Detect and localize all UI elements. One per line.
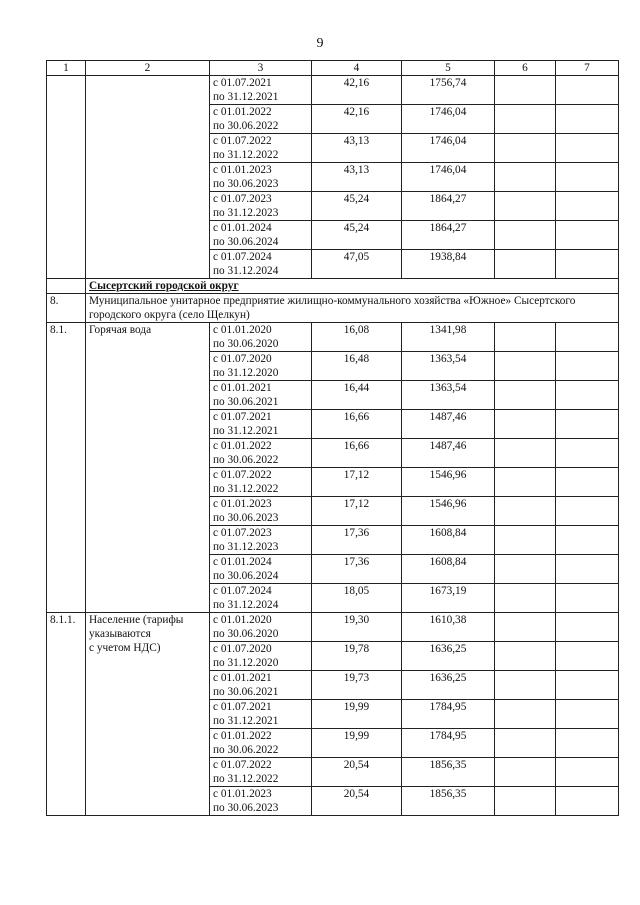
value-col-6 [495,700,556,729]
value-col-5: 1636,25 [402,642,495,671]
value-col-4: 18,05 [312,584,402,613]
value-col-6 [495,250,556,279]
value-col-4: 20,54 [312,787,402,816]
row-number: 8.1.1. [47,613,86,816]
value-col-4: 42,16 [312,76,402,105]
value-col-5: 1784,95 [402,700,495,729]
value-col-6 [495,410,556,439]
value-col-4: 45,24 [312,221,402,250]
value-col-5: 1746,04 [402,134,495,163]
value-col-6 [495,105,556,134]
period-cell: с 01.01.2020 по 30.06.2020 [210,323,312,352]
value-col-7 [556,352,619,381]
period-cell: с 01.07.2022 по 31.12.2022 [210,134,312,163]
header-col-5: 5 [402,61,495,76]
value-col-7 [556,439,619,468]
value-col-4: 17,36 [312,526,402,555]
header-col-6: 6 [495,61,556,76]
header-col-3: 3 [210,61,312,76]
page-number: 9 [316,36,324,51]
section-number-cell [47,279,86,294]
value-col-6 [495,497,556,526]
value-col-7 [556,671,619,700]
period-cell: с 01.01.2024 по 30.06.2024 [210,221,312,250]
period-cell: с 01.01.2020 по 30.06.2020 [210,613,312,642]
value-col-4: 42,16 [312,105,402,134]
value-col-7 [556,729,619,758]
period-cell: с 01.07.2021 по 31.12.2021 [210,76,312,105]
row-number: 8.1. [47,323,86,613]
value-col-5: 1784,95 [402,729,495,758]
row-label: Горячая вода [86,323,210,613]
value-col-7 [556,787,619,816]
value-col-4: 19,99 [312,700,402,729]
value-col-7 [556,555,619,584]
value-col-7 [556,323,619,352]
value-col-7 [556,700,619,729]
value-col-5: 1756,74 [402,76,495,105]
period-cell: с 01.07.2022 по 31.12.2022 [210,468,312,497]
value-col-4: 43,13 [312,134,402,163]
period-cell: с 01.07.2020 по 31.12.2020 [210,352,312,381]
value-col-7 [556,192,619,221]
value-col-4: 19,73 [312,671,402,700]
value-col-5: 1341,98 [402,323,495,352]
period-cell: с 01.07.2024 по 31.12.2024 [210,584,312,613]
period-cell: с 01.01.2023 по 30.06.2023 [210,497,312,526]
value-col-6 [495,134,556,163]
value-col-6 [495,758,556,787]
value-col-6 [495,468,556,497]
section-row [47,279,619,294]
period-cell: с 01.07.2023 по 31.12.2023 [210,526,312,555]
value-col-7 [556,613,619,642]
value-col-5: 1864,27 [402,221,495,250]
value-col-5: 1608,84 [402,526,495,555]
value-col-6 [495,76,556,105]
org-number: 8. [47,294,86,323]
value-col-7 [556,105,619,134]
value-col-4: 20,54 [312,758,402,787]
value-col-4: 16,44 [312,381,402,410]
value-col-5: 1864,27 [402,192,495,221]
value-col-6 [495,613,556,642]
value-col-4: 16,48 [312,352,402,381]
value-col-6 [495,221,556,250]
value-col-6 [495,642,556,671]
value-col-6 [495,671,556,700]
org-name: Муниципальное унитарное предприятие жилищно-коммунального хозяйства «Южное» Сысертского городского округа (село Щелкун) [86,294,619,323]
row-number [47,76,86,279]
header-col-7: 7 [556,61,619,76]
section-title: Сысертский городской округ [86,279,619,294]
value-col-7 [556,76,619,105]
value-col-7 [556,250,619,279]
period-cell: с 01.07.2023 по 31.12.2023 [210,192,312,221]
value-col-5: 1610,38 [402,613,495,642]
header-col-1: 1 [47,61,86,76]
value-col-6 [495,163,556,192]
value-col-7 [556,221,619,250]
value-col-6 [495,787,556,816]
value-col-6 [495,584,556,613]
value-col-6 [495,352,556,381]
value-col-7 [556,381,619,410]
value-col-6 [495,439,556,468]
value-col-6 [495,192,556,221]
value-col-5: 1487,46 [402,410,495,439]
value-col-6 [495,526,556,555]
period-cell: с 01.01.2023 по 30.06.2023 [210,787,312,816]
value-col-4: 17,36 [312,555,402,584]
value-col-5: 1546,96 [402,468,495,497]
value-col-5: 1363,54 [402,381,495,410]
value-col-7 [556,526,619,555]
value-col-7 [556,163,619,192]
table-row [47,613,619,642]
org-row [47,294,619,323]
period-cell: с 01.07.2024 по 31.12.2024 [210,250,312,279]
period-cell: с 01.07.2021 по 31.12.2021 [210,410,312,439]
value-col-5: 1487,46 [402,439,495,468]
value-col-6 [495,555,556,584]
value-col-5: 1608,84 [402,555,495,584]
value-col-4: 19,99 [312,729,402,758]
period-cell: с 01.01.2022 по 30.06.2022 [210,105,312,134]
value-col-6 [495,381,556,410]
value-col-5: 1546,96 [402,497,495,526]
value-col-4: 17,12 [312,468,402,497]
value-col-7 [556,642,619,671]
value-col-7 [556,497,619,526]
value-col-7 [556,584,619,613]
value-col-4: 19,78 [312,642,402,671]
value-col-5: 1856,35 [402,758,495,787]
period-cell: с 01.01.2023 по 30.06.2023 [210,163,312,192]
table-row [47,76,619,105]
value-col-4: 16,08 [312,323,402,352]
period-cell: с 01.07.2022 по 31.12.2022 [210,758,312,787]
value-col-5: 1746,04 [402,105,495,134]
value-col-4: 43,13 [312,163,402,192]
value-col-5: 1938,84 [402,250,495,279]
header-col-2: 2 [86,61,210,76]
value-col-4: 16,66 [312,439,402,468]
value-col-4: 45,24 [312,192,402,221]
value-col-5: 1636,25 [402,671,495,700]
period-cell: с 01.01.2021 по 30.06.2021 [210,671,312,700]
period-cell: с 01.07.2021 по 31.12.2021 [210,700,312,729]
value-col-7 [556,758,619,787]
period-cell: с 01.07.2020 по 31.12.2020 [210,642,312,671]
period-cell: с 01.01.2021 по 30.06.2021 [210,381,312,410]
value-col-7 [556,410,619,439]
value-col-7 [556,134,619,163]
value-col-5: 1363,54 [402,352,495,381]
value-col-4: 19,30 [312,613,402,642]
row-label: Население (тарифы указываются с учетом НДС) [86,613,210,816]
value-col-4: 16,66 [312,410,402,439]
period-cell: с 01.01.2024 по 30.06.2024 [210,555,312,584]
table-row [47,323,619,352]
value-col-6 [495,729,556,758]
header-col-4: 4 [312,61,402,76]
period-cell: с 01.01.2022 по 30.06.2022 [210,439,312,468]
value-col-6 [495,323,556,352]
value-col-7 [556,468,619,497]
header-row [47,61,619,76]
row-label [86,76,210,279]
value-col-5: 1856,35 [402,787,495,816]
value-col-5: 1673,19 [402,584,495,613]
value-col-5: 1746,04 [402,163,495,192]
value-col-4: 47,05 [312,250,402,279]
period-cell: с 01.01.2022 по 30.06.2022 [210,729,312,758]
value-col-4: 17,12 [312,497,402,526]
tariff-table [46,60,619,816]
